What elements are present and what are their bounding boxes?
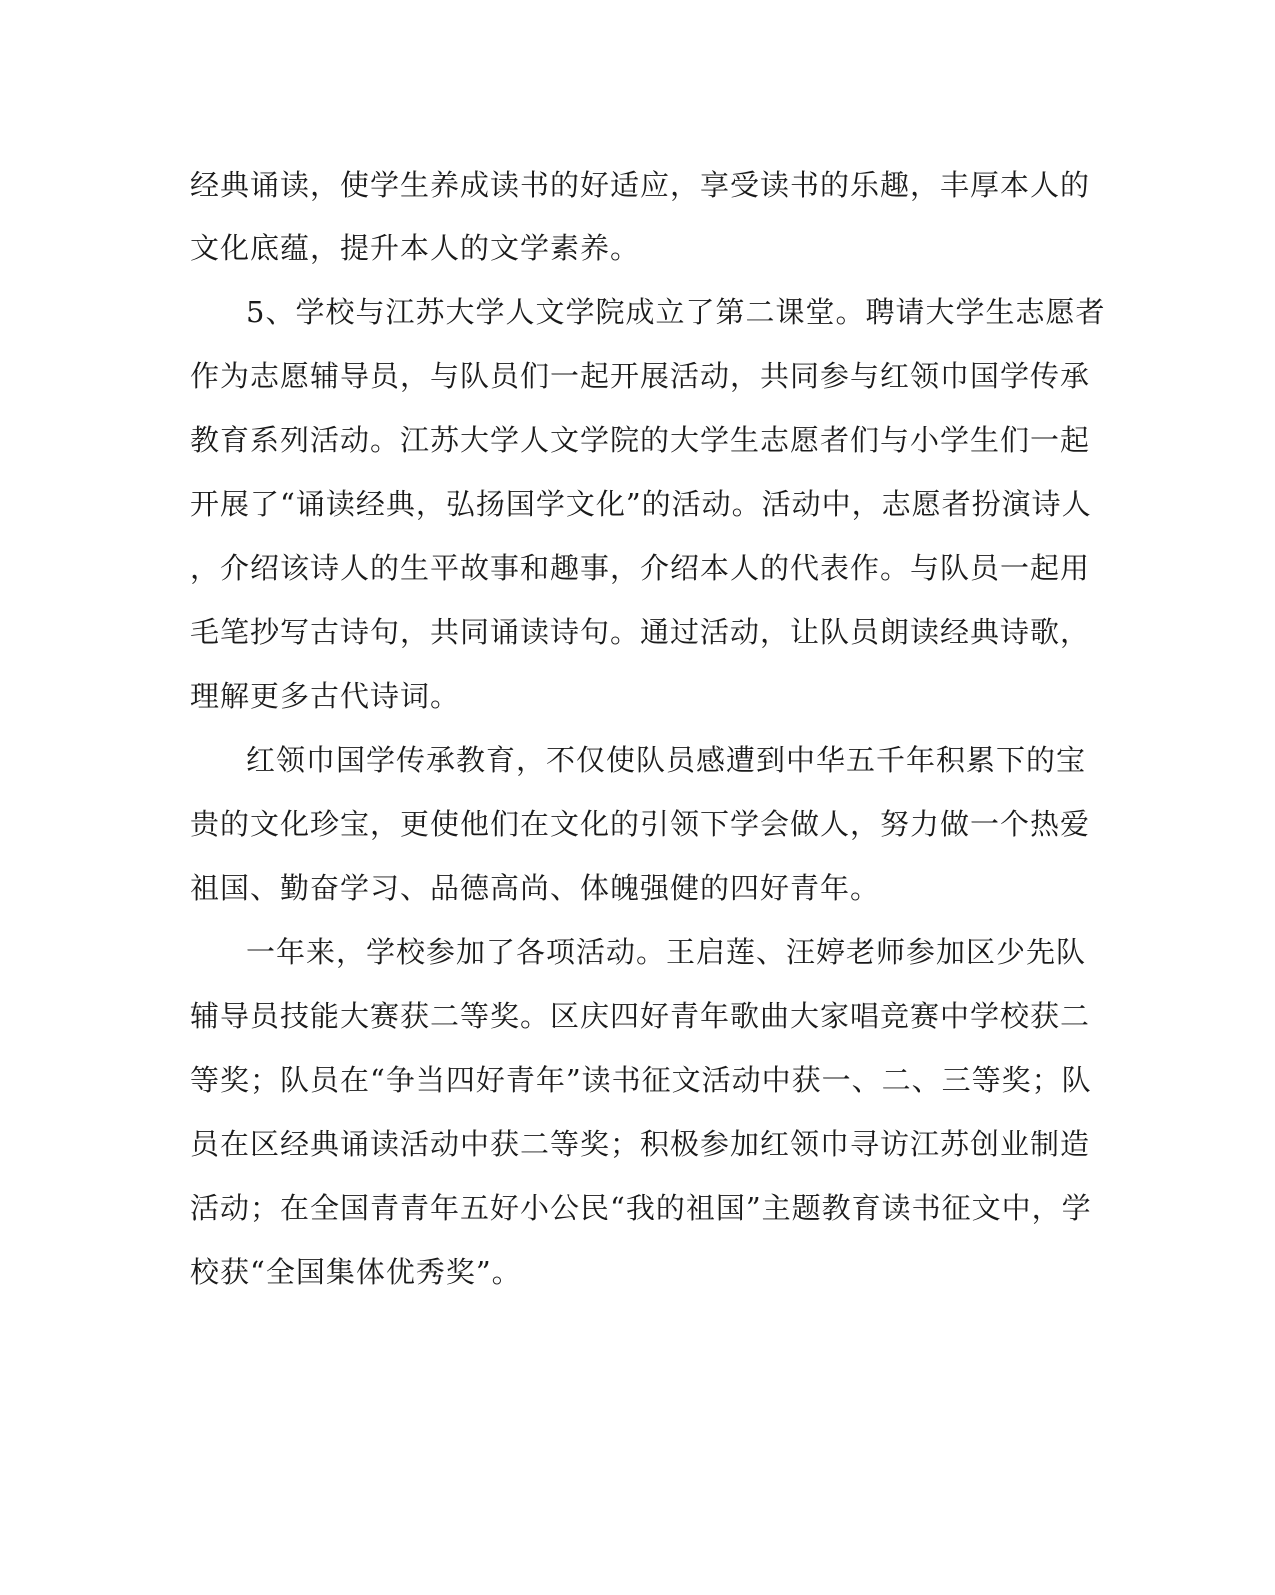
text-line-2: 文化底蕴，提升本人的文学素养。 bbox=[190, 231, 641, 265]
paragraph-5-line-7: 理解更多古代诗词。 bbox=[190, 679, 461, 713]
text-line-1: 经典诵读，使学生养成读书的好适应，享受读书的乐趣，丰厚本人的 bbox=[190, 168, 1091, 202]
paragraph-awards-line-5: 活动；在全国青青年五好小公民“我的祖国”主题教育读书征文中，学 bbox=[190, 1191, 1092, 1225]
paragraph-awards-line-6: 校获“全国集体优秀奖”。 bbox=[190, 1255, 522, 1289]
paragraph-summary-line-1: 红领巾国学传承教育，不仅使队员感遭到中华五千年积累下的宝 bbox=[246, 743, 1087, 777]
paragraph-5-line-4: 开展了“诵读经典，弘扬国学文化”的活动。活动中，志愿者扮演诗人 bbox=[190, 487, 1092, 521]
paragraph-5-line-5: ，介绍该诗人的生平故事和趣事，介绍本人的代表作。与队员一起用 bbox=[190, 551, 1091, 585]
paragraph-5-line-6: 毛笔抄写古诗句，共同诵读诗句。通过活动，让队员朗读经典诗歌， bbox=[190, 615, 1091, 649]
paragraph-awards-line-2: 辅导员技能大赛获二等奖。区庆四好青年歌曲大家唱竞赛中学校获二 bbox=[190, 999, 1091, 1033]
paragraph-5-line-3: 教育系列活动。江苏大学人文学院的大学生志愿者们与小学生们一起 bbox=[190, 423, 1091, 457]
paragraph-awards-line-3: 等奖；队员在“争当四好青年”读书征文活动中获一、二、三等奖；队 bbox=[190, 1063, 1092, 1097]
paragraph-summary-line-2: 贵的文化珍宝，更使他们在文化的引领下学会做人，努力做一个热爱 bbox=[190, 807, 1091, 841]
paragraph-5-line-2: 作为志愿辅导员，与队员们一起开展活动，共同参与红领巾国学传承 bbox=[190, 359, 1091, 393]
paragraph-awards-line-4: 员在区经典诵读活动中获二等奖；积极参加红领巾寻访江苏创业制造 bbox=[190, 1127, 1091, 1161]
paragraph-awards-line-1: 一年来，学校参加了各项活动。王启莲、汪婷老师参加区少先队 bbox=[246, 935, 1087, 969]
paragraph-5-line-1: 5、学校与江苏大学人文学院成立了第二课堂。聘请大学生志愿者 bbox=[246, 295, 1106, 329]
paragraph-summary-line-3: 祖国、勤奋学习、品德高尚、体魄强健的四好青年。 bbox=[190, 871, 881, 905]
